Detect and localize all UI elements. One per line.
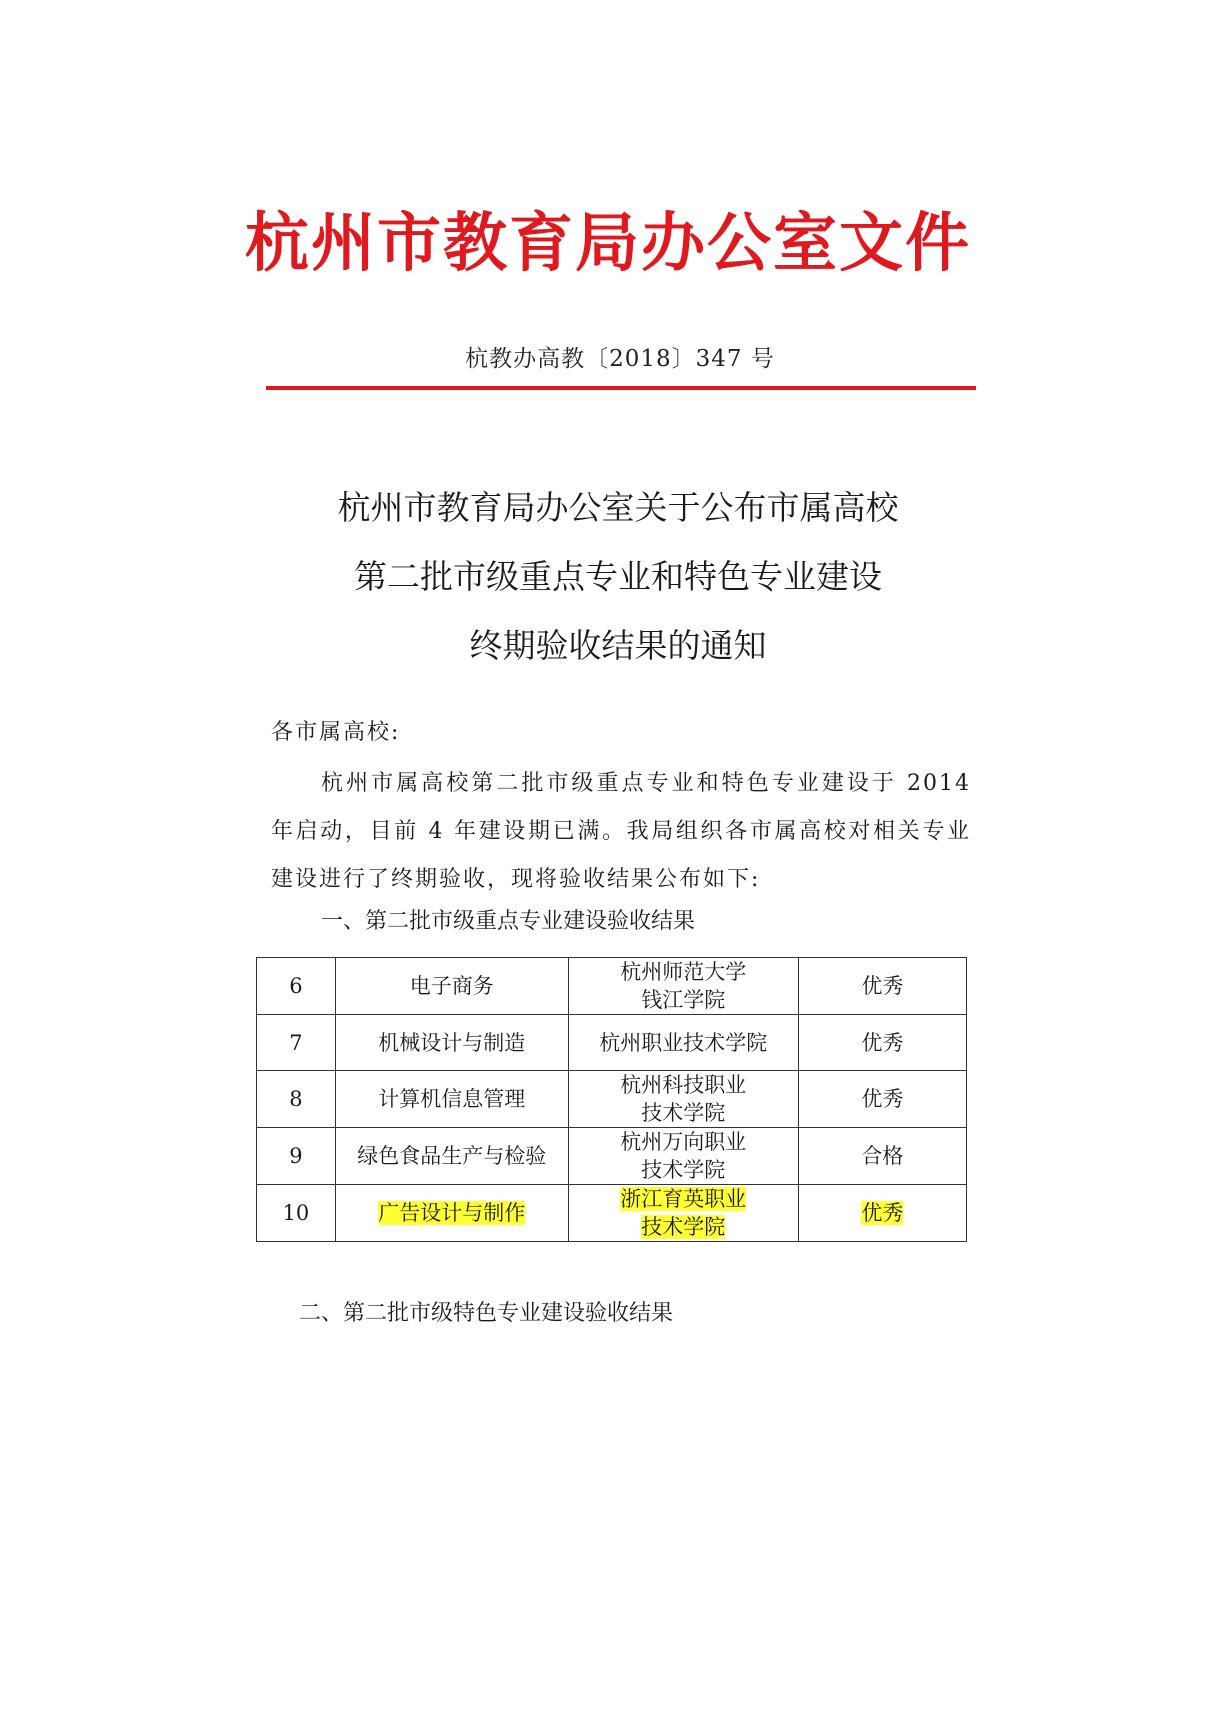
- row-number: 9: [289, 1144, 303, 1168]
- result-cell: [798, 958, 966, 1015]
- row-number-cell: [257, 1128, 336, 1185]
- table-row: [257, 1015, 967, 1071]
- row-number-cell: [257, 1185, 336, 1242]
- row-number: 8: [289, 1087, 303, 1111]
- notice-title-line-3: 终期验收结果的通知: [469, 626, 767, 665]
- school-name-line: 钱江学院: [641, 988, 726, 1012]
- major-cell: [335, 958, 568, 1015]
- school-cell: [568, 958, 798, 1015]
- result-cell: [798, 1128, 966, 1185]
- results-table: [256, 957, 967, 1242]
- major-name: 广告设计与制作: [378, 1201, 526, 1225]
- school-name-line: 杭州职业技术学院: [599, 1030, 768, 1055]
- school-name-line: 技术学院: [641, 1101, 726, 1125]
- major-name: 计算机信息管理: [378, 1087, 526, 1111]
- major-cell: [335, 1015, 568, 1071]
- major-name: 电子商务: [409, 974, 494, 998]
- result-grade: 优秀: [861, 1201, 904, 1225]
- table-row: [257, 958, 967, 1015]
- major-cell: [335, 1071, 568, 1128]
- result-cell: [798, 1071, 966, 1128]
- result-cell: [798, 1185, 966, 1242]
- major-name: 机械设计与制造: [378, 1030, 526, 1055]
- result-grade: 优秀: [861, 1030, 904, 1055]
- school-cell: [568, 1071, 798, 1128]
- result-grade: 合格: [861, 1144, 904, 1168]
- salutation: 各市属高校:: [271, 720, 401, 745]
- result-grade: 优秀: [861, 1087, 904, 1111]
- row-number: 6: [289, 974, 303, 998]
- school-name-line: 杭州师范大学: [620, 960, 747, 984]
- row-number-cell: [257, 1015, 336, 1071]
- body-paragraph: 杭州市属高校第二批市级重点专业和特色专业建设于 2014 年启动，目前 4 年建设期已满。我局组织各市属高校对相关专业建设进行了终期验收，现将验收结果公布如下:: [271, 771, 971, 892]
- document-header-title: 杭州市教育局办公室文件: [245, 206, 971, 281]
- document-number: 杭教办高教〔2018〕347 号: [465, 346, 775, 372]
- school-name-line: 杭州万向职业: [620, 1130, 747, 1154]
- school-name-line: 杭州科技职业: [620, 1073, 747, 1097]
- table-row: [257, 1071, 967, 1128]
- row-number-cell: [257, 1071, 336, 1128]
- table-row: [257, 1128, 967, 1185]
- row-number-cell: [257, 958, 336, 1015]
- notice-title-line-1: 杭州市教育局办公室关于公布市属高校: [337, 488, 899, 527]
- major-cell: [335, 1128, 568, 1185]
- result-cell: [798, 1015, 966, 1071]
- school-name-line: 浙江育英职业: [620, 1187, 747, 1211]
- major-name: 绿色食品生产与检验: [357, 1144, 547, 1168]
- school-cell: [568, 1128, 798, 1185]
- row-number: 10: [282, 1201, 310, 1225]
- school-name-line: 技术学院: [641, 1158, 726, 1182]
- notice-title-line-2: 第二批市级重点专业和特色专业建设: [354, 557, 882, 596]
- row-number: 7: [289, 1030, 303, 1055]
- red-divider: [266, 386, 976, 390]
- result-grade: 优秀: [861, 974, 904, 998]
- major-cell: [335, 1185, 568, 1242]
- section-heading-key-majors: 一、第二批市级重点专业建设验收结果: [321, 909, 696, 934]
- school-cell: [568, 1015, 798, 1071]
- section-heading-featured-majors: 二、第二批市级特色专业建设验收结果: [299, 1301, 674, 1326]
- table-row: [257, 1185, 967, 1242]
- school-cell: [568, 1185, 798, 1242]
- school-name-line: 技术学院: [641, 1215, 726, 1239]
